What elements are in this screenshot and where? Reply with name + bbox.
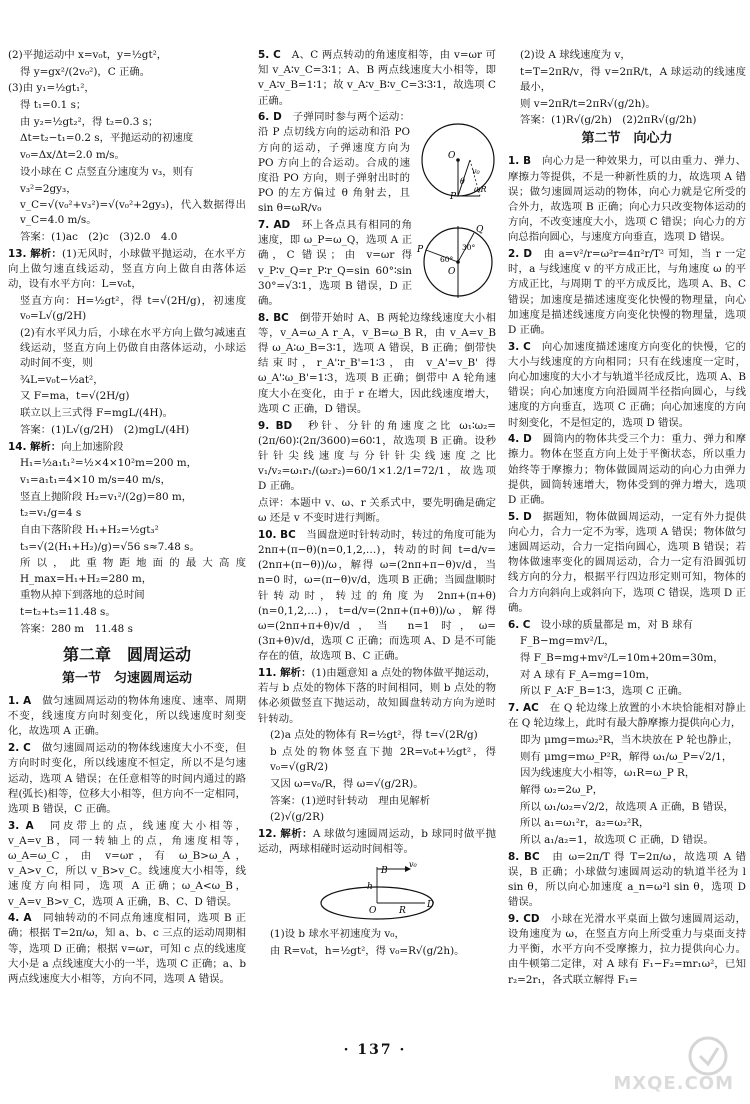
text-line: (1)设 b 球水平初速度为 v₀， xyxy=(270,928,405,941)
ring-figure xyxy=(416,220,496,302)
text-line: 所以 a₁/a₂=1，故选项 C 正确，D 错误。 xyxy=(520,833,714,846)
page-number: · 137 · xyxy=(343,1042,407,1058)
text-line: 联立以上三式得 F=mgL/(4H)。 xyxy=(20,407,174,420)
text-line: 竖直上抛阶段 H₂=v₁²/(2g)=80 m， xyxy=(20,490,193,503)
center-dot xyxy=(456,260,460,264)
center-dot xyxy=(456,158,460,162)
question-13: 13. 解析：(1)无风时，小球做平抛运动，在水平方向上做匀速直线运动，竖直方向上做自由落体运动，设有水平方向：L=v₀t， xyxy=(8,247,246,291)
question-2: 2. D 由 a=v²/r=ω²r=4π²r/T² 可知，当 r 一定时，a 与线速度 v 的平方成正比，与角速度 ω 的平方成正比，与周期 T 的平方成反比，选项 A、B、C 错误；加速度是描述速度变化快慢的物理量，向心加速度是描述线速度方向变化快慢的物理量，选项 D 正确。 xyxy=(508,248,746,336)
watermark xyxy=(604,1030,744,1100)
left-column xyxy=(8,48,246,1058)
label-v0: v₀ xyxy=(409,861,417,870)
text-line: (2)a 点处的物体有 R=½gt²，得 t=√(2R/g) xyxy=(270,729,478,742)
question-1: 1. A 做匀速圆周运动的物体角速度、速率、周期不变，线速度方向时刻变化，所以线速度时刻变化，故选项 A 正确。 xyxy=(8,695,246,738)
question-4: 4. A 同轴转动的不同点角速度相同，选项 B 正确；根据 T=2π/ω，知 a、b、c 三点的运动周期相等，选项 D 正确；根据 v=ωr，可知 c 点的线速度大小是 a 点线速度大小的一半，选项 C 正确；a、b 两点线速度大小相等，方向不同，选项 A 错误。 xyxy=(8,912,246,985)
text-line: v₀=Δx/Δt=2.0 m/s。 xyxy=(20,149,125,162)
question-12: 12. 解析：A 球做匀速圆周运动，b 球同时做平抛运动，两球相碰时运动时间相等。 xyxy=(258,827,496,856)
text-line: v₁=a₁t₁=4×10 m/s=40 m/s， xyxy=(20,473,171,486)
question-6: 6. D 子弹同时参与两个运动：沿 P 点切线方向的运动和沿 PO 方向的运动，子弹速度方向为 PO 方向上的合运动。合成的速度沿 PO 方向，则子弹射出时的 PO 的左方偏过 θ 角射去，且 sin θ=ωR/v₀ xyxy=(258,111,411,215)
middle-column xyxy=(258,48,496,1058)
text-line: v_C=√(v₀²+v₃²)=√(v₀²+2gy₃)，代入数据得出 v_C=4.0 m/s。 xyxy=(20,199,246,227)
text-line: t=t₂+t₃=11.48 s。 xyxy=(20,605,116,618)
text-line: v₃²=2gy₃， xyxy=(20,182,77,195)
text-line: t₂=v₁/g=4 s xyxy=(20,507,82,520)
answer-block-left xyxy=(8,48,246,637)
text-line: 则 v=2πR/t=2πR√(g/2h)。 xyxy=(520,97,656,110)
text-line: 所以 F_A∶F_B=1∶3，选项 C 正确。 xyxy=(520,685,689,698)
text-line: 又因 ω=v₀/R，得 ω=√(g/2R)。 xyxy=(270,777,424,790)
text-line: t=T=2πR/v，得 v=2πR/t，A 球运动的线速度最小， xyxy=(520,65,746,93)
label-30: 30° xyxy=(462,243,476,253)
question-14: 14. 解析：向上加速阶段 xyxy=(8,440,124,453)
label-60: 60° xyxy=(440,255,454,265)
question-5: 5. D 据题知，物体做圆周运动，一定有外力提供向心力，合力一定不为零，选项 A 错误；物体做匀速圆周运动，合力一定指向圆心，选项 B 错误；若物体做速率变化的圆周运动，合力一定有沿圆弧切线方向的分力，根据平行四边形定则可知，物体的合力方向斜向上或斜向下，选项 C 错误，选项 D 正确。 xyxy=(508,510,746,614)
ellipse-figure xyxy=(307,861,447,923)
text-line: ¾L=v₀t−½at²， xyxy=(20,373,104,386)
text-line: 所以，此重物距地面的最大高度 H_max=H₁+H₂=280 m， xyxy=(20,557,246,585)
question-6: 6. C 设小球的质量都是 m，对 B 球有 xyxy=(508,618,693,631)
label-r: R xyxy=(399,906,406,917)
text-line: 所以 ω₁/ω₂=√2/2，故选项 A 正确，B 错误， xyxy=(520,800,734,813)
answer-line: 答案：(1)逆时针转动 理由见解析 xyxy=(270,794,431,807)
text-line: 竖直方向：H=½gt²，得 t=√(2H/g)，初速度 v₀=L√(g/2H) xyxy=(20,294,246,322)
text-line: 则有 μmg=mω_P²R，解得 ω₁/ω_P=√2/1， xyxy=(520,750,733,763)
text-line: 即为 μmg=mω₂²R，当木块放在 P 轮也静止， xyxy=(520,733,739,746)
label-theta: θ xyxy=(460,177,465,187)
answer-line: 答案：(1)L√(g/2H) (2)mgL/(4H) xyxy=(20,423,190,436)
label-p: P xyxy=(417,245,424,256)
right-column xyxy=(508,48,746,1058)
question-5: 5. C A、C 两点转动的角速度相等，由 v=ωr 可知 v_A∶v_C=3∶1；A、B 两点线速度大小相等，即 v_A∶v_B=1∶1；故 v_A∶v_B∶v_C=3∶3∶1，故选项 C 正确。 xyxy=(258,49,496,107)
label-p: P xyxy=(450,192,457,201)
question-3: 3. A 同皮带上的点，线速度大小相等，v_A=v_B，同一转轴上的点，角速度相等，ω_A=ω_C，由 v=ωr，有 ω_B>ω_A，v_A>v_C，所以 v_B>v_C。线速度大小相等，线速度方向相同，选项 A 正确；ω_A<ω_B，v_A=v_B>v_C，选项 A 正确，B、C、D 错误。 xyxy=(8,819,246,908)
label-q: Q xyxy=(476,225,484,236)
label-v0: v₀ xyxy=(472,167,480,177)
label-b: B xyxy=(381,866,388,877)
question-1: 1. B 向心力是一种效果力，可以由重力、弹力、摩擦力等提供，不是一种新性质的力，故选项 A 错误；做匀速圆周运动的物体，向心力就是它所受的合外力，故选项 B 正确；向心力只改变物体运动的方向，不改变速度大小，选项 C 错误；向心力的方向总指向圆心，与速度方向垂直，选项 D 错误。 xyxy=(508,155,746,244)
question-8: 8. BC 倒带开始时 A、B 两轮边缘线速度大小相等，v_A=ω_A r_A，v_B=ω_B R，由 v_A=v_B 得 ω_A∶ω_B=3∶1，选项 A 错误，B 正确；倒带快结束时，r_A'∶r_B'=1∶3，由 v_A'=v_B' 得 ω_A'∶ω_B'=1∶3，选项 B 正确；倒带中 A 轮角速度大小在变化，由于 r 在增大，因此线速度增大，选项 C 正确，D 错误。 xyxy=(258,311,496,415)
text-line: 设小球在 C 点竖直分速度为 v₃，则有 xyxy=(20,165,194,178)
text-line: Δt=t₂−t₁=0.2 s，平抛运动的初速度 xyxy=(20,132,194,145)
text-line: (3)由 y₁=½gt₁²， xyxy=(8,82,95,95)
watermark-text: MXQE.COM xyxy=(613,1073,734,1094)
question-7: 7. AC 在 Q 轮边缘上放置的小木块恰能相对静止在 Q 轮边缘上，此时有最大静摩擦力提供向心力， xyxy=(508,701,746,730)
chapter-title: 第二章 圆周运动 xyxy=(62,644,191,664)
text-line: H₁=½a₁t₁²=½×4×10²m=200 m， xyxy=(20,457,197,470)
answer-line: (2)√(g/2R) xyxy=(270,811,325,824)
remark: 点评：本题中 v、ω、r 关系式中，要先明确是确定 ω 还是 v 不变时进行判断。 xyxy=(258,496,496,525)
text-line: 得 t₁=0.1 s； xyxy=(20,99,87,112)
label-o: O xyxy=(369,906,377,917)
label-h: h xyxy=(367,882,373,893)
answer-line: 答案：(1)R√(g/2h) (2)2πR√(g/2h) xyxy=(520,114,697,127)
text-line: (2)有水平风力后，小球在水平方向上做匀减速直线运动，竖直方向上仍做自由落体运动，小球运动时间不变，则 xyxy=(20,326,246,370)
question-10: 10. BC 当圆盘逆时针转动时，转过的角度可能为 2nπ+(π−θ)(n=0,1,2,…)，转动的时间 t=d/v=(2nπ+(π−θ))/ω，解得 ω=(2nπ+π−θ)v/d，当 n=0 时，ω=(π−θ)v/d，选项 B 正确；当圆盘顺时针转动时，转过的角度为 2nπ+(π+θ)(n=0,1,2,…)，t=d/v=(2nπ+(π+θ))/ω，解得 ω=(2nπ+π+θ)v/d，当 n=1 时，ω=(3π+θ)v/d，选项 C 正确；而选项 A、D 是不可能存在的值，故选项 B、C 正确。 xyxy=(258,528,496,663)
text-line: 因为线速度大小相等，ω₁R=ω_P R， xyxy=(520,767,696,780)
section-2-title: 第二节 向心力 xyxy=(581,131,673,147)
text-line: t₃=√(2(H₁+H₂)/g)=√56 s≈7.48 s。 xyxy=(20,540,200,553)
text-line: 得 y=gx²/(2v₀²)，C 正确。 xyxy=(20,65,151,78)
text-line: (2)设 A 球线速度为 v， xyxy=(520,49,631,61)
text-line: (2)平抛运动中 x=v₀t，y=½gt²， xyxy=(8,49,168,61)
text-line: 重物从掉下到落地的总时间 xyxy=(20,589,145,602)
question-4: 4. D 圆筒内的物体共受三个力：重力、弹力和摩擦力。物体在竖直方向上处于平衡状态，所以重力始终等于摩擦力；物体做圆周运动的向心力由弹力提供，圆筒转速增大，物体受到的弹力增大，选项 D 正确。 xyxy=(508,433,746,507)
text-line: 由 R=v₀t，h=½gt²，得 v₀=R√(g/2h)。 xyxy=(270,944,465,957)
answer-block-chapter2 xyxy=(8,694,246,987)
answer-line: 答案：280 m 11.48 s xyxy=(20,622,133,635)
question-11: 11. 解析：(1)由题意知 a 点处的物体做平抛运动，若与 b 点处的物体下落的时间相同，则 b 点处的物体必须做竖直下抛运动，故知圆盘转动方向为逆时针转动。 xyxy=(258,667,496,725)
text-line: 解得 ω₂=2ω_P， xyxy=(520,783,604,796)
text-line: F_B−mg=mv²/L， xyxy=(520,635,615,648)
text-line: 又 F=ma，t=√(2H/g) xyxy=(20,390,130,403)
text-line: 自由下落阶段 H₁+H₂=½gt₃² xyxy=(20,523,159,536)
answer-line: 答案：(1)ac (2)c (3)2.0 4.0 xyxy=(20,231,178,244)
question-2: 2. C 做匀速圆周运动的物体线速度大小不变，但方向时时变化，所以线速度不恒定，所以不是匀速运动，选项 A 错误；在任意相等的时间内通过的路程(弧长)相等，位移大小相等，但方向不一定相同，选项 B 错误，C 正确。 xyxy=(8,742,246,815)
question-9: 9. BD 秒针、分针的角速度之比 ω₁∶ω₂=(2π/60)∶(2π/3600)=60∶1，故选项 B 正确。设秒针针尖线速度与分针针尖线速度之比 v₁/v₂=ω₁r₁/(ω₂r₂)=60/1×1.2/1=72/1，故选项 D 正确。 xyxy=(258,419,496,493)
question-8: 8. BC 由 ω=2π/T 得 T=2π/ω，故选项 A 错误，B 正确；小球做匀速圆周运动的轨道半径为 l sin θ，所以向心加速度 a_n=ω²l sin θ，选项 D 错误。 xyxy=(508,850,746,909)
text-line: 所以 a₁=ω₁²r，a₂=ω₂²R， xyxy=(520,817,650,830)
question-7: 7. AD 环上各点具有相同的角速度，即 ω_P=ω_Q，选项 A 正确，C 错误；由 v=ωr 得 v_P∶v_Q=r_P∶r_Q=sin 60°∶sin 30°=√3∶1，选项 B 错误，D 正确。 xyxy=(258,219,413,307)
text-line: 由 y₂=½gt₂²，得 t₂=0.3 s； xyxy=(20,115,159,128)
section-title: 第一节 匀速圆周运动 xyxy=(61,671,192,687)
label-d: D xyxy=(427,900,435,911)
label-wr: ωR xyxy=(474,185,487,195)
question-9: 9. CD 小球在光滑水平桌面上做匀速圆周运动，设角速度为 ω，在竖直方向上所受重力与桌面支持力平衡，水平方向不受摩擦力，拉力提供向心力。由牛顿第二定律，对 A 球有 F₁−F₂=mr₁ω²，已知 r₂=2r₁，各式联立解得 F₁= xyxy=(508,912,746,986)
bullet-disk-figure xyxy=(414,112,496,200)
text-line: 得 F_B=mg+mv²/L=10m+20m=30m， xyxy=(520,651,724,664)
label-o: O xyxy=(448,267,456,278)
text-line: 对 A 球有 F_A=mg=10m， xyxy=(520,668,656,681)
text-line: b 点处的物体竖直下抛 2R=v₀t+½gt²，得 v₀=√(gR/2) xyxy=(270,745,496,774)
question-3: 3. C 向心加速度描述速度方向变化的快慢，它的大小与线速度的方向相同；只有在线速度一定时，向心加速度的大小才与轨道半径成反比，选项 A、B 错误；向心加速度方向沿圆周半径指向圆心，与线速度的方向垂直，选项 C 正确；向心加速度的方向时刻变化，不是恒定的，选项 D 错误。 xyxy=(508,340,746,429)
label-o: O xyxy=(448,151,456,162)
